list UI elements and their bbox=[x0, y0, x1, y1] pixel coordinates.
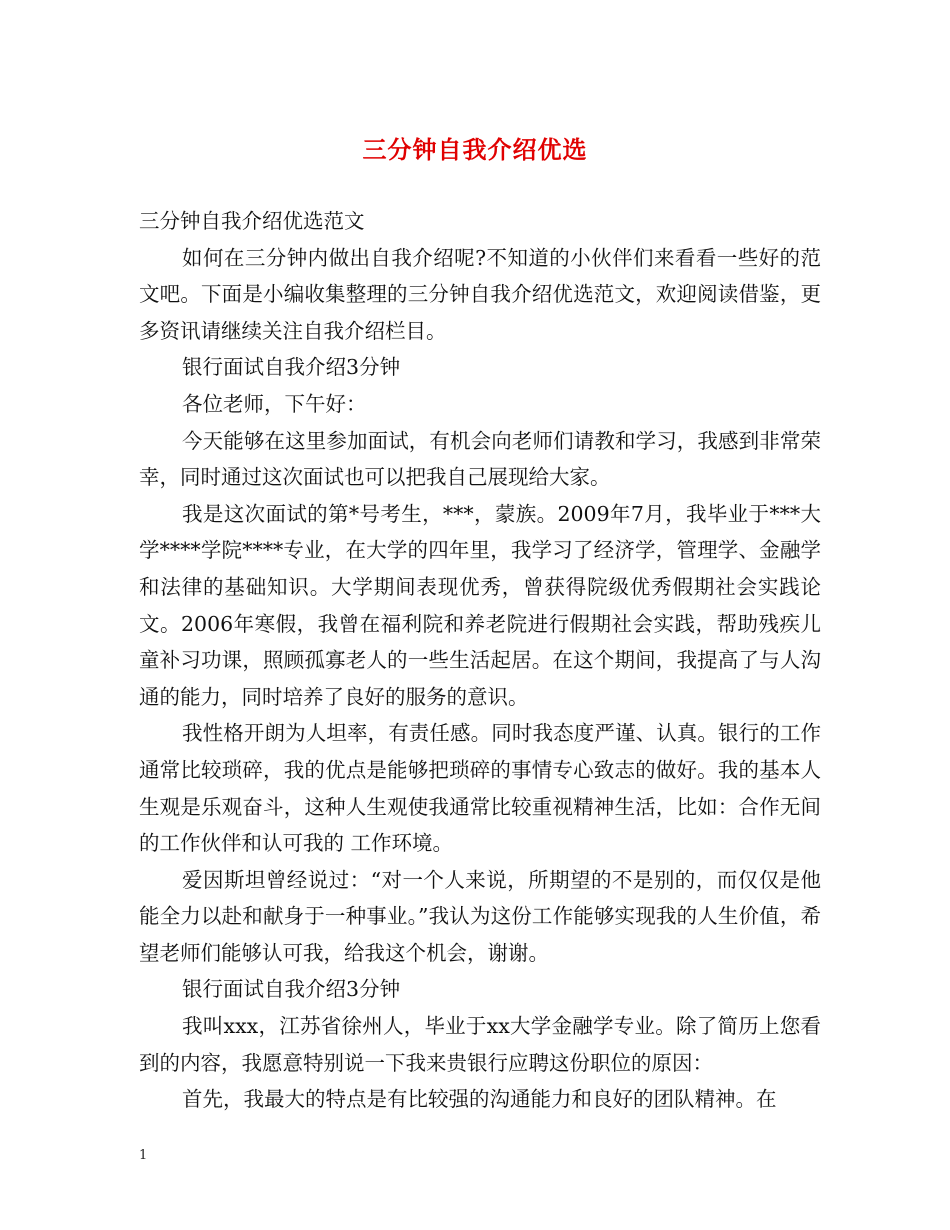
paragraph: 爱因斯坦曾经说过：“对一个人来说，所期望的不是别的，而仅仅是他能全力以赴和献身于一种事业。”我认为这份工作能够实现我的人生价值，希望老师们能够认可我，给我这个机会，谢谢。 bbox=[139, 867, 821, 965]
section-heading: 银行面试自我介绍3分钟 bbox=[182, 355, 401, 380]
document-title: 三分钟自我介绍优选 bbox=[362, 135, 588, 164]
paragraph: 如何在三分钟内做出自我介绍呢?不知道的小伙伴们来看看一些好的范文吧。下面是小编收集整理的三分钟自我介绍优选范文，欢迎阅读借鉴，更多资讯请继续关注自我介绍栏目。 bbox=[139, 245, 821, 343]
document-body bbox=[139, 203, 821, 1118]
paragraph: 我叫xxx，江苏省徐州人，毕业于xx大学金融学专业。除了简历上您看到的内容，我愿意特别说一下我来贵银行应聘这份职位的原因： bbox=[139, 1014, 821, 1075]
paragraph: 各位老师，下午好： bbox=[182, 391, 367, 416]
paragraph: 首先，我最大的特点是有比较强的沟通能力和良好的团队精神。在 bbox=[182, 1087, 777, 1112]
paragraph-subtitle: 三分钟自我介绍优选范文 bbox=[139, 209, 365, 233]
section-heading: 银行面试自我介绍3分钟 bbox=[182, 977, 401, 1002]
page-number: 1 bbox=[139, 1148, 148, 1163]
paragraph: 我性格开朗为人坦率，有责任感。同时我态度严谨、认真。银行的工作通常比较琐碎，我的优点是能够把琐碎的事情专心致志的做好。我的基本人生观是乐观奋斗，这种人生观使我通常比较重视精神生活，比如：合作无间的工作伙伴和认可我的 工作环境。 bbox=[139, 721, 821, 856]
paragraph: 我是这次面试的第*号考生，***，蒙族。2009年7月，我毕业于***大学****学院****专业，在大学的四年里，我学习了经济学，管理学、金融学和法律的基础知识。大学期间表现优秀，曾获得院级优秀假期社会实践论文。2006年寒假，我曾在福利院和养老院进行假期社会实践，帮助残疾儿童补习功课，照顾孤寡老人的一些生活起居。在这个期间，我提高了与人沟通的能力，同时培养了良好的服务的意识。 bbox=[139, 501, 821, 709]
paragraph: 今天能够在这里参加面试，有机会向老师们请教和学习，我感到非常荣幸，同时通过这次面试也可以把我自己展现给大家。 bbox=[139, 428, 821, 490]
